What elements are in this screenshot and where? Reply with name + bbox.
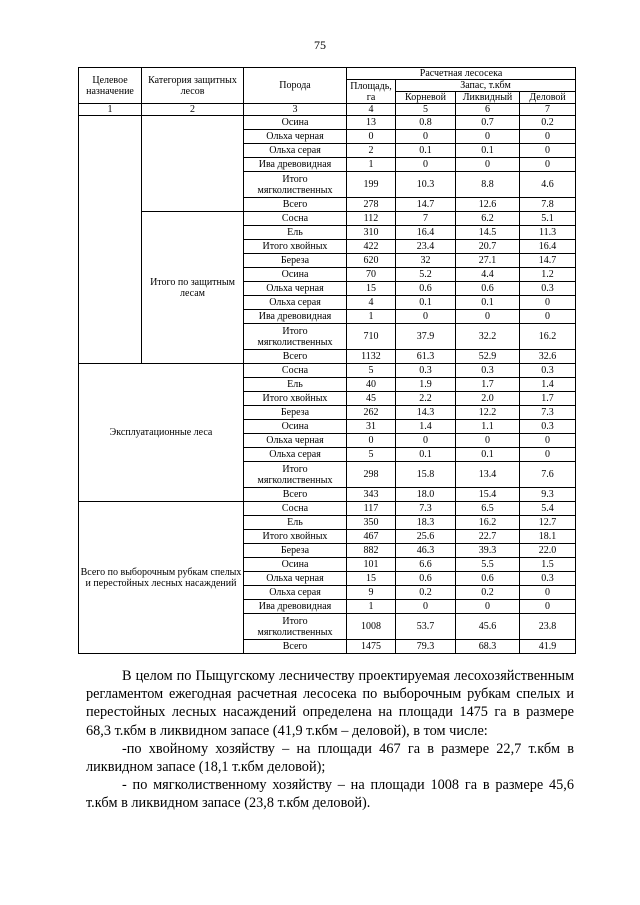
business-cell: 1.5 [520,558,576,572]
business-cell: 0 [520,310,576,324]
category-cell: Всего по выборочным рубкам спелых и перестойных лесных насаждений [79,502,244,654]
table-row [79,502,576,516]
liquid-cell: 0.1 [456,448,520,462]
area-cell: 710 [347,324,396,350]
business-cell: 23.8 [520,614,576,640]
cutting-table [78,67,576,654]
liquid-cell: 16.2 [456,516,520,530]
business-cell: 5.4 [520,502,576,516]
area-cell: 112 [347,212,396,226]
business-cell: 0 [520,130,576,144]
liquid-cell: 2.0 [456,392,520,406]
area-cell: 9 [347,586,396,600]
area-cell: 2 [347,144,396,158]
species-cell: Ольха серая [244,586,347,600]
header-area: Площадь, га [347,80,396,104]
area-cell: 620 [347,254,396,268]
area-cell: 1475 [347,640,396,654]
species-cell: Ольха серая [244,448,347,462]
root-cell: 7 [396,212,456,226]
business-cell: 0 [520,158,576,172]
business-cell: 0 [520,144,576,158]
area-cell: 1 [347,310,396,324]
table-row [79,116,576,130]
liquid-cell: 0.1 [456,296,520,310]
root-cell: 0.1 [396,448,456,462]
liquid-cell: 39.3 [456,544,520,558]
root-cell: 18.3 [396,516,456,530]
liquid-cell: 0 [456,310,520,324]
species-cell: Итого хвойных [244,240,347,254]
liquid-cell: 0.2 [456,586,520,600]
root-cell: 0.3 [396,364,456,378]
root-cell: 0 [396,600,456,614]
liquid-cell: 45.6 [456,614,520,640]
root-cell: 53.7 [396,614,456,640]
business-cell: 7.8 [520,198,576,212]
species-cell: Ольха черная [244,130,347,144]
liquid-cell: 1.7 [456,378,520,392]
area-cell: 5 [347,448,396,462]
business-cell: 41.9 [520,640,576,654]
root-cell: 6.6 [396,558,456,572]
area-cell: 70 [347,268,396,282]
liquid-cell: 27.1 [456,254,520,268]
col-number: 5 [396,104,456,116]
species-cell: Ель [244,378,347,392]
species-cell: Осина [244,116,347,130]
root-cell: 61.3 [396,350,456,364]
liquid-cell: 0.3 [456,364,520,378]
root-cell: 0 [396,130,456,144]
liquid-cell: 20.7 [456,240,520,254]
root-cell: 7.3 [396,502,456,516]
area-cell: 310 [347,226,396,240]
species-cell: Осина [244,268,347,282]
liquid-cell: 1.1 [456,420,520,434]
business-cell: 11.3 [520,226,576,240]
business-cell: 18.1 [520,530,576,544]
root-cell: 0.2 [396,586,456,600]
species-cell: Береза [244,254,347,268]
root-cell: 0.1 [396,296,456,310]
species-cell: Всего [244,350,347,364]
root-cell: 37.9 [396,324,456,350]
area-cell: 117 [347,502,396,516]
root-cell: 25.6 [396,530,456,544]
col-number: 4 [347,104,396,116]
species-cell: Итого мягколиственных [244,324,347,350]
liquid-cell: 0 [456,434,520,448]
liquid-cell: 6.2 [456,212,520,226]
root-cell: 10.3 [396,172,456,198]
summary-text [86,667,574,813]
root-cell: 1.4 [396,420,456,434]
header-purpose: Целевое назначение [79,68,142,104]
category-cell: Эксплуатационные леса [79,364,244,502]
business-cell: 4.6 [520,172,576,198]
species-cell: Ольха серая [244,144,347,158]
liquid-cell: 15.4 [456,488,520,502]
header-species: Порода [244,68,347,104]
area-cell: 467 [347,530,396,544]
area-cell: 199 [347,172,396,198]
root-cell: 0.8 [396,116,456,130]
header-business: Деловой [520,92,576,104]
category-cell: Итого по защитным лесам [142,212,244,364]
liquid-cell: 52.9 [456,350,520,364]
business-cell: 1.4 [520,378,576,392]
liquid-cell: 13.4 [456,462,520,488]
header-liquid: Ликвидный [456,92,520,104]
business-cell: 0.3 [520,572,576,586]
area-cell: 45 [347,392,396,406]
species-cell: Береза [244,544,347,558]
business-cell: 12.7 [520,516,576,530]
species-cell: Ольха серая [244,296,347,310]
species-cell: Итого мягколиственных [244,614,347,640]
species-cell: Итого мягколиственных [244,462,347,488]
business-cell: 22.0 [520,544,576,558]
business-cell: 5.1 [520,212,576,226]
liquid-cell: 8.8 [456,172,520,198]
purpose-cell [79,116,142,364]
liquid-cell: 0.7 [456,116,520,130]
root-cell: 2.2 [396,392,456,406]
area-cell: 0 [347,130,396,144]
liquid-cell: 32.2 [456,324,520,350]
business-cell: 16.4 [520,240,576,254]
liquid-cell: 0 [456,600,520,614]
business-cell: 9.3 [520,488,576,502]
table-row [79,212,576,226]
area-cell: 13 [347,116,396,130]
area-cell: 101 [347,558,396,572]
area-cell: 882 [347,544,396,558]
root-cell: 0 [396,310,456,324]
business-cell: 0 [520,434,576,448]
area-cell: 15 [347,282,396,296]
business-cell: 0 [520,586,576,600]
species-cell: Сосна [244,212,347,226]
summary-paragraph: В целом по Пыщугскому лесничеству проектируемая лесохозяйственным регламентом ежегодная расчетная лесосека по выборочным рубкам спелых и перестойных лесных насаждений определена на площади 1475 га в размере 68,3 т.кбм в ликвидном запасе (41,9 т.кбм – деловой), в том числе: [86,668,574,739]
header-category: Категория защитных лесов [142,68,244,104]
area-cell: 1 [347,600,396,614]
species-cell: Ива древовидная [244,600,347,614]
root-cell: 0.6 [396,282,456,296]
liquid-cell: 14.5 [456,226,520,240]
species-cell: Осина [244,558,347,572]
species-cell: Ель [244,226,347,240]
business-cell: 0.2 [520,116,576,130]
area-cell: 278 [347,198,396,212]
area-cell: 0 [347,434,396,448]
area-cell: 1132 [347,350,396,364]
species-cell: Итого хвойных [244,530,347,544]
species-cell: Сосна [244,364,347,378]
category-cell [142,116,244,212]
table-body [79,116,576,654]
area-cell: 350 [347,516,396,530]
liquid-cell: 22.7 [456,530,520,544]
business-cell: 7.6 [520,462,576,488]
area-cell: 31 [347,420,396,434]
root-cell: 16.4 [396,226,456,240]
species-cell: Ива древовидная [244,310,347,324]
species-cell: Береза [244,406,347,420]
business-cell: 0 [520,600,576,614]
species-cell: Итого хвойных [244,392,347,406]
summary-paragraph: - по мягколиственному хозяйству – на площади 1008 га в размере 45,6 т.кбм в ликвидном запасе (23,8 т.кбм деловой). [86,777,574,812]
table-header [79,68,576,116]
header-stock: Запас, т.кбм [396,80,576,92]
area-cell: 422 [347,240,396,254]
col-number: 7 [520,104,576,116]
species-cell: Всего [244,640,347,654]
business-cell: 7.3 [520,406,576,420]
area-cell: 1 [347,158,396,172]
root-cell: 1.9 [396,378,456,392]
liquid-cell: 12.6 [456,198,520,212]
liquid-cell: 6.5 [456,502,520,516]
table-row [79,364,576,378]
species-cell: Итого мягколиственных [244,172,347,198]
liquid-cell: 0.6 [456,282,520,296]
liquid-cell: 68.3 [456,640,520,654]
col-number: 1 [79,104,142,116]
business-cell: 1.7 [520,392,576,406]
root-cell: 15.8 [396,462,456,488]
root-cell: 0 [396,434,456,448]
area-cell: 262 [347,406,396,420]
liquid-cell: 12.2 [456,406,520,420]
header-cutting: Расчетная лесосека [347,68,576,80]
business-cell: 0 [520,296,576,310]
business-cell: 32.6 [520,350,576,364]
species-cell: Всего [244,488,347,502]
business-cell: 0 [520,448,576,462]
root-cell: 0.6 [396,572,456,586]
area-cell: 40 [347,378,396,392]
species-cell: Ель [244,516,347,530]
root-cell: 46.3 [396,544,456,558]
business-cell: 0.3 [520,364,576,378]
species-cell: Ольха черная [244,572,347,586]
page-number: 75 [314,38,326,52]
root-cell: 23.4 [396,240,456,254]
root-cell: 14.7 [396,198,456,212]
area-cell: 298 [347,462,396,488]
business-cell: 0.3 [520,420,576,434]
liquid-cell: 4.4 [456,268,520,282]
root-cell: 5.2 [396,268,456,282]
area-cell: 343 [347,488,396,502]
root-cell: 18.0 [396,488,456,502]
root-cell: 79.3 [396,640,456,654]
header-root: Корневой [396,92,456,104]
liquid-cell: 0.1 [456,144,520,158]
root-cell: 32 [396,254,456,268]
business-cell: 1.2 [520,268,576,282]
summary-paragraph: -по хвойному хозяйству – на площади 467 га в размере 22,7 т.кбм в ликвидном запасе (18,1 т.кбм деловой); [86,740,574,776]
liquid-cell: 0 [456,130,520,144]
col-number: 3 [244,104,347,116]
business-cell: 16.2 [520,324,576,350]
business-cell: 14.7 [520,254,576,268]
col-number: 6 [456,104,520,116]
liquid-cell: 0 [456,158,520,172]
species-cell: Ива древовидная [244,158,347,172]
business-cell: 0.3 [520,282,576,296]
species-cell: Ольха черная [244,434,347,448]
root-cell: 14.3 [396,406,456,420]
species-cell: Всего [244,198,347,212]
root-cell: 0 [396,158,456,172]
area-cell: 15 [347,572,396,586]
species-cell: Осина [244,420,347,434]
area-cell: 4 [347,296,396,310]
species-cell: Ольха черная [244,282,347,296]
col-number: 2 [142,104,244,116]
area-cell: 5 [347,364,396,378]
liquid-cell: 0.6 [456,572,520,586]
area-cell: 1008 [347,614,396,640]
root-cell: 0.1 [396,144,456,158]
liquid-cell: 5.5 [456,558,520,572]
species-cell: Сосна [244,502,347,516]
